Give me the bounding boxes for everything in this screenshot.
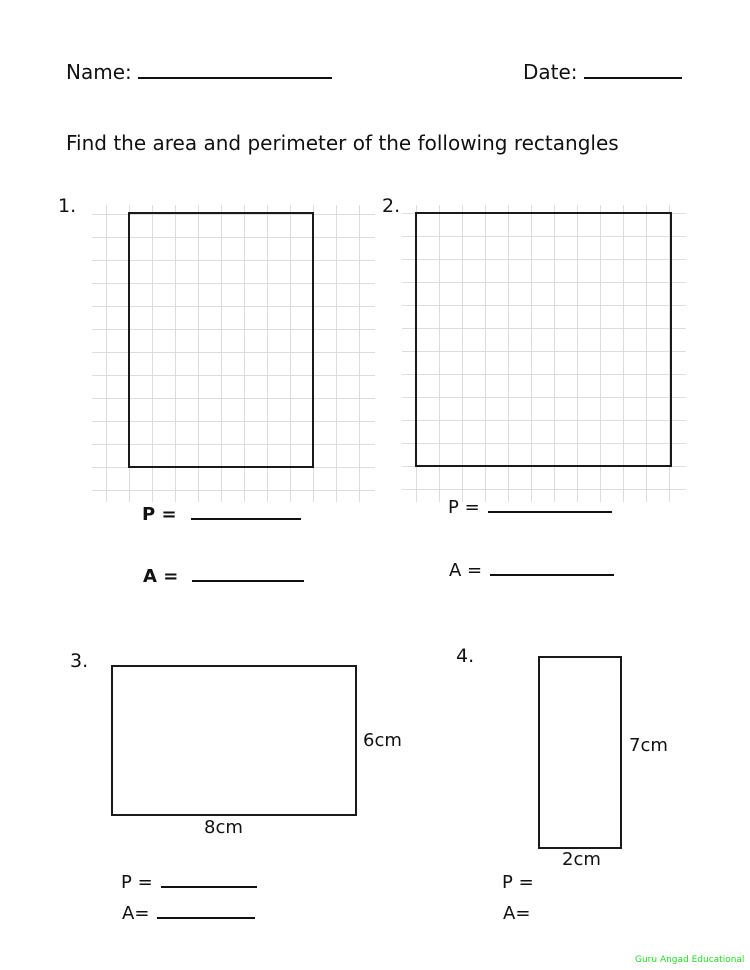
perimeter-blank-line[interactable] [488, 510, 612, 513]
problem-2-number: 2. [382, 195, 401, 217]
problem-1-perimeter[interactable] [142, 504, 301, 525]
problem-2-perimeter[interactable] [448, 497, 612, 518]
name-blank-line[interactable] [138, 76, 332, 79]
perimeter-label: P = [142, 504, 177, 525]
problem-4-rectangle [538, 656, 622, 849]
problem-3-rectangle [111, 665, 357, 816]
date-blank-line[interactable] [584, 76, 682, 79]
problem-4-perimeter[interactable]: P = [502, 872, 534, 893]
problem-4-area[interactable]: A= [503, 903, 531, 924]
footer-credit: Guru Angad Educational [635, 955, 745, 965]
perimeter-label: P = [448, 497, 480, 518]
area-blank-line[interactable] [157, 916, 255, 919]
problem-3-area[interactable] [122, 903, 255, 924]
problem-2-area[interactable] [449, 560, 614, 581]
problem-3-height-label: 6cm [363, 730, 402, 751]
problem-2-rectangle [415, 212, 672, 467]
instructions: Find the area and perimeter of the following rectangles [66, 131, 619, 155]
date-field[interactable] [523, 60, 682, 84]
problem-4-number: 4. [456, 645, 475, 667]
perimeter-label: P = [121, 872, 153, 893]
perimeter-blank-line[interactable] [161, 885, 257, 888]
problem-1-area[interactable] [143, 566, 304, 587]
name-label: Name: [66, 60, 132, 84]
perimeter-blank-line[interactable] [191, 517, 301, 520]
problem-3-perimeter[interactable] [121, 872, 257, 893]
area-blank-line[interactable] [192, 579, 304, 582]
area-label: A= [122, 903, 150, 924]
area-label: A = [449, 560, 483, 581]
problem-4-height-label: 7cm [629, 735, 668, 756]
problem-1-rectangle [128, 212, 314, 468]
date-label: Date: [523, 60, 578, 84]
area-label: A = [143, 566, 179, 587]
name-field[interactable] [66, 60, 332, 84]
area-blank-line[interactable] [490, 573, 614, 576]
problem-4-width-label: 2cm [562, 849, 601, 870]
problem-3-width-label: 8cm [204, 817, 243, 838]
problem-3-number: 3. [70, 650, 89, 672]
problem-1-number: 1. [58, 195, 77, 217]
